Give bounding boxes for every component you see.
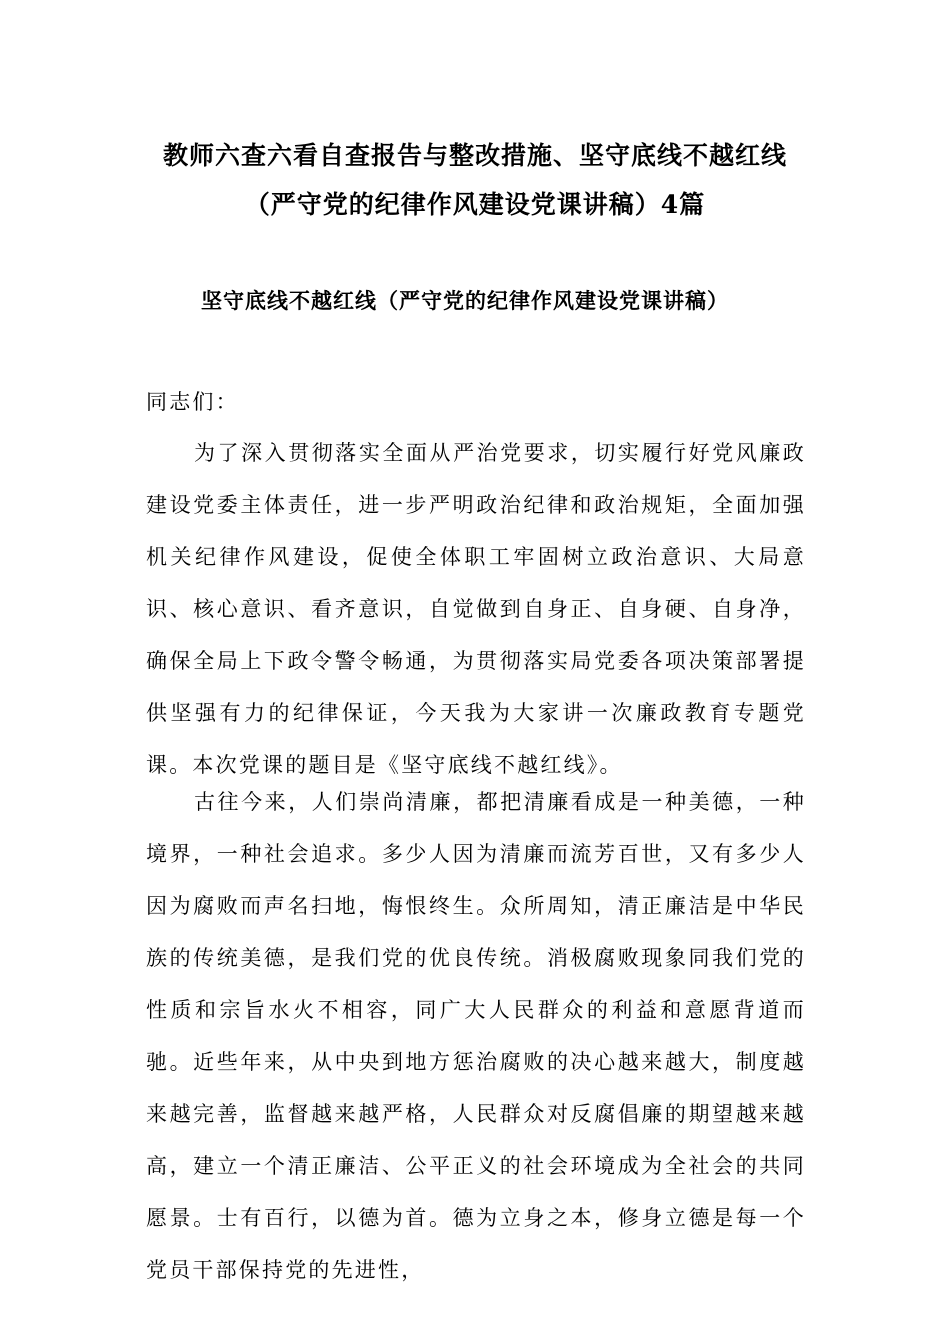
document-title-line-1: 教师六查六看自查报告与整改措施、坚守底线不越红线 — [162, 141, 787, 170]
section-title: 坚守底线不越红线（严守党的纪律作风建设党课讲稿） — [201, 288, 729, 313]
document-title-line-2: （严守党的纪律作风建设党课讲稿）4篇 — [244, 190, 706, 219]
greeting: 同志们： — [146, 390, 239, 414]
paragraph-2: 古往今来，人们崇尚清廉，都把清廉看成是一种美德，一种境界，一种社会追求。多少人因为清廉而流芳百世，又有多少人因为腐败而声名扫地，悔恨终生。众所周知，清正廉洁是中华民族的传统美德，是我们党的优良传统。消极腐败现象同我们党的性质和宗旨水火不相容，同广大人民群众的利益和意愿背道而驰。近些年来，从中央到地方惩治腐败的决心越来越大，制度越来越完善，监督越来越严格，人民群众对反腐倡廉的期望越来越高，建立一个清正廉洁、公平正义的社会环境成为全社会的共同愿景。士有百行，以德为首。德为立身之本，修身立德是每一个党员干部保持党的先进性， — [146, 790, 806, 1282]
paragraph-1: 为了深入贯彻落实全面从严治党要求，切实履行好党风廉政建设党委主体责任，进一步严明政治纪律和政治规矩，全面加强机关纪律作风建设，促使全体职工牢固树立政治意识、大局意识、核心意识、看齐意识，自觉做到自身正、自身硬、自身净，确保全局上下政令警令畅通，为贯彻落实局党委各项决策部署提供坚强有力的纪律保证，今天我为大家讲一次廉政教育专题党课。本次党课的题目是《坚守底线不越红线》。 — [146, 441, 806, 777]
